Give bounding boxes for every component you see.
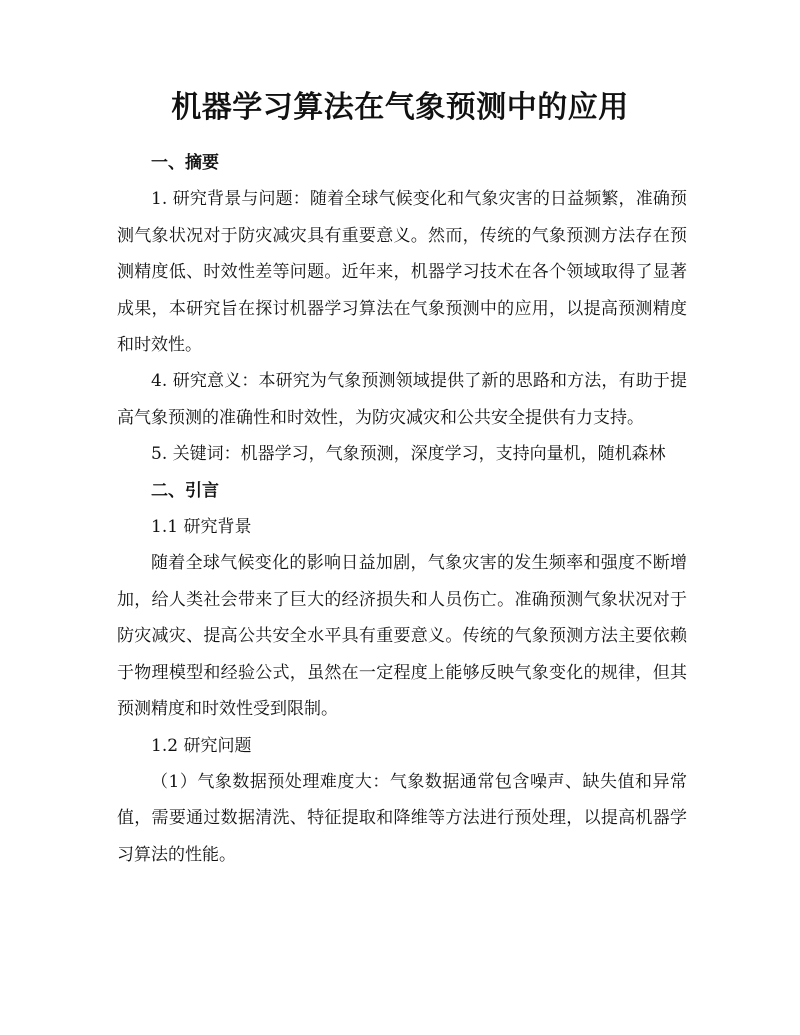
section-heading-abstract: 一、摘要 [151,153,219,173]
section-heading-introduction: 二、引言 [151,480,219,501]
paragraph-research-significance: 4. 研究意义：本研究为气象预测领域提供了新的思路和方法，有助于提高气象预测的准确性和时效性，为防灾减灾和公共安全提供有力支持。 [117,371,687,428]
paragraph-research-background-problem: 1. 研究背景与问题：随着全球气候变化和气象灾害的日益频繁，准确预测气象状况对于防灾减灾具有重要意义。然而，传统的气象预测方法存在预测精度低、时效性差等问题。近年来，机器学习技术在各个领域取得了显著成果，本研究旨在探讨机器学习算法在气象预测中的应用，以提高预测精度和时效性。 [117,189,687,356]
document-body [117,145,687,873]
subsection-heading-problems: 1.2 研究问题 [151,735,252,756]
paragraph-background: 随着全球气候变化的影响日益加剧，气象灾害的发生频率和强度不断增加，给人类社会带来了巨大的经济损失和人员伤亡。准确预测气象状况对于防灾减灾、提高公共安全水平具有重要意义。传统的气象预测方法主要依赖于物理模型和经验公式，虽然在一定程度上能够反映气象变化的规律，但其预测精度和时效性受到限制。 [117,553,687,720]
document-title: 机器学习算法在气象预测中的应用 [171,90,629,125]
subsection-heading-background: 1.1 研究背景 [151,517,252,538]
paragraph-keywords: 5. 关键词：机器学习，气象预测，深度学习，支持向量机，随机森林 [151,444,666,465]
paragraph-problem-1: （1）气象数据预处理难度大：气象数据通常包含噪声、缺失值和异常值，需要通过数据清洗、特征提取和降维等方法进行预处理，以提高机器学习算法的性能。 [117,771,687,865]
